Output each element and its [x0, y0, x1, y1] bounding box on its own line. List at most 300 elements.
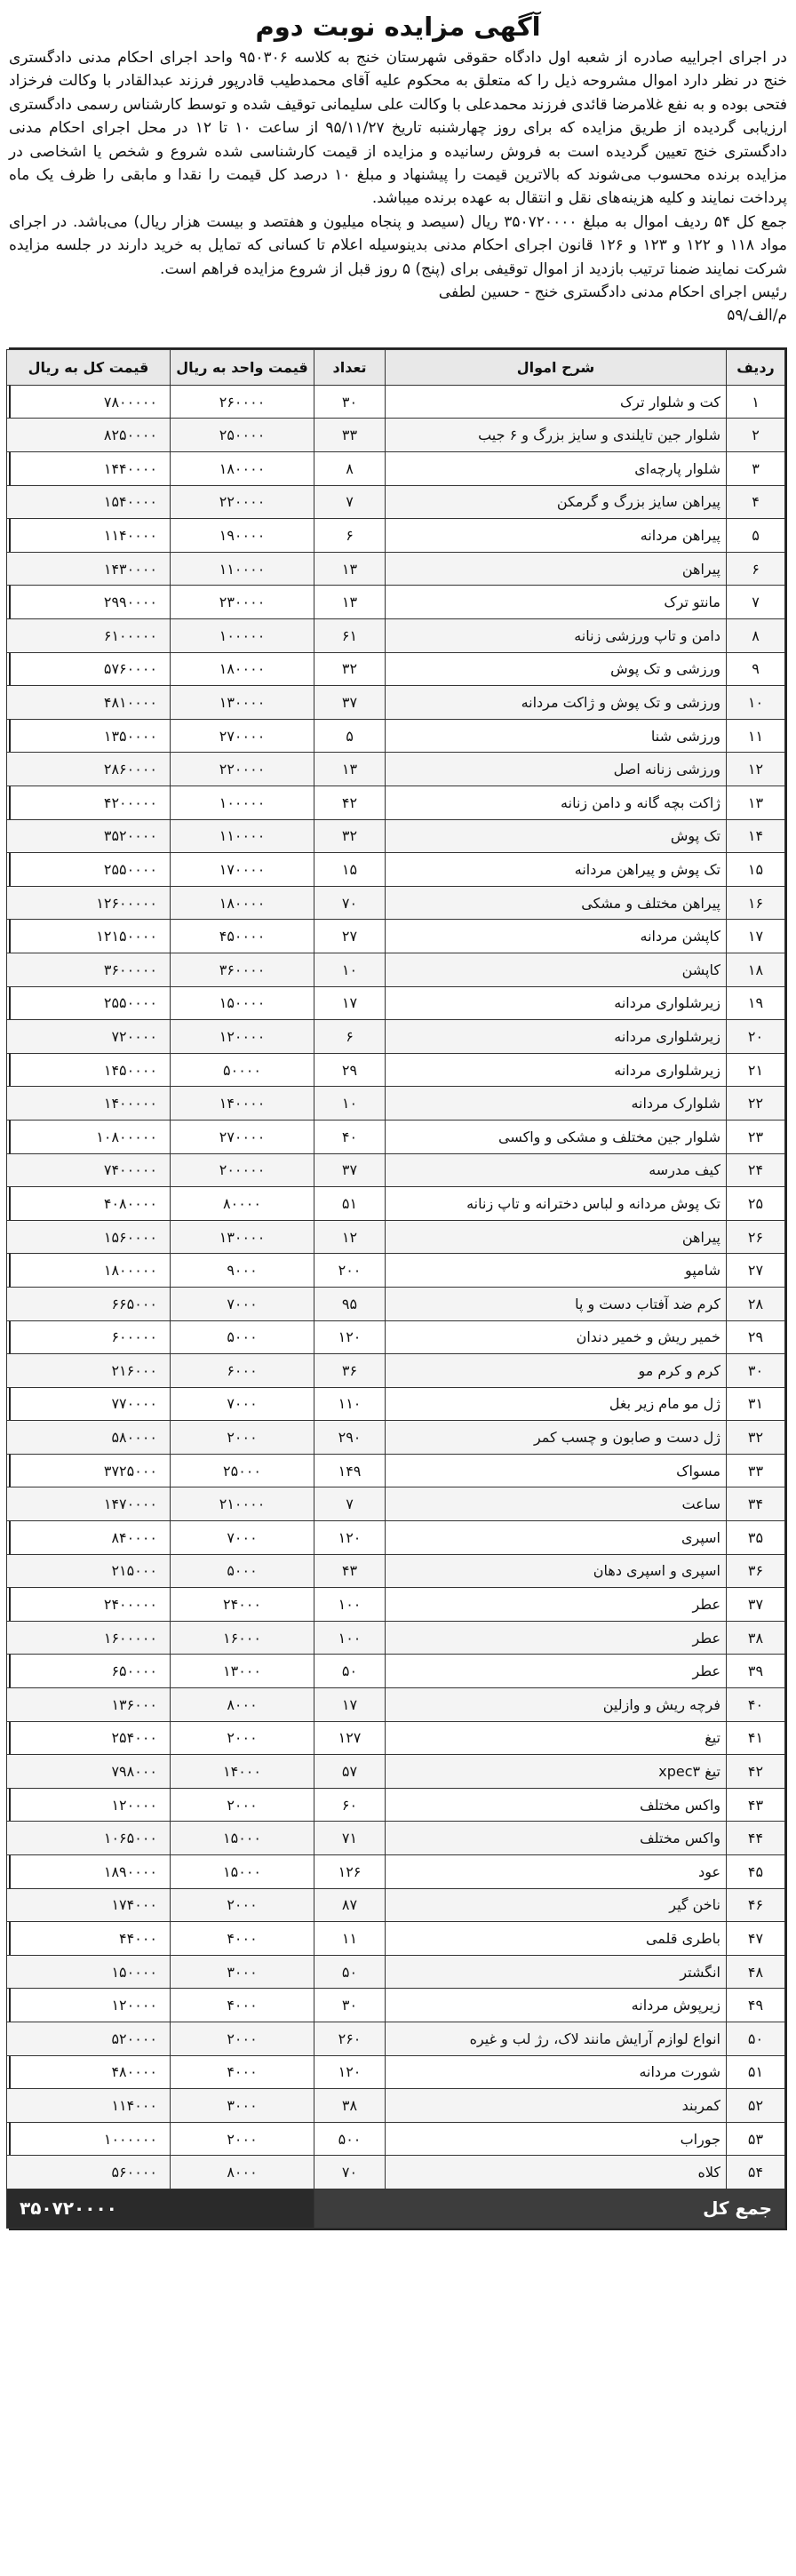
cell-description: خمیر ریش و خمیر دندان [386, 1320, 727, 1354]
cell-total-price: ۱۲۶۰۰۰۰۰ [7, 886, 171, 920]
table-row [7, 1888, 785, 1922]
cell-unit-price: ۲۶۰۰۰۰ [171, 385, 314, 419]
cell-quantity: ۲۷ [314, 920, 386, 953]
notice-body [9, 46, 787, 281]
cell-unit-price: ۲۵۰۰۰۰ [171, 419, 314, 452]
cell-unit-price: ۴۵۰۰۰۰ [171, 920, 314, 953]
table-row [7, 886, 785, 920]
cell-description: ژاکت بچه گانه و دامن زنانه [386, 786, 727, 820]
cell-unit-price: ۴۰۰۰ [171, 1922, 314, 1956]
cell-total-price: ۱۴۰۰۰۰۰ [7, 1087, 171, 1121]
cell-total-price: ۲۸۶۰۰۰۰ [7, 753, 171, 786]
cell-unit-price: ۲۰۰۰ [171, 1888, 314, 1922]
cell-description: زیرپوش مردانه [386, 1989, 727, 2022]
cell-quantity: ۱۲۰ [314, 1521, 386, 1555]
cell-total-price: ۸۲۵۰۰۰۰ [7, 419, 171, 452]
cell-unit-price: ۲۲۰۰۰۰ [171, 753, 314, 786]
cell-row-number: ۳۱ [727, 1387, 785, 1421]
table-row [7, 2122, 785, 2156]
cell-description: فرچه ریش و وازلین [386, 1688, 727, 1722]
cell-unit-price: ۱۳۰۰۰۰ [171, 686, 314, 720]
cell-total-price: ۶۱۰۰۰۰۰ [7, 619, 171, 653]
table-row [7, 2022, 785, 2055]
header-total-price: قیمت کل به ریال [7, 349, 171, 385]
cell-unit-price: ۱۰۰۰۰۰ [171, 786, 314, 820]
cell-unit-price: ۲۰۰۰ [171, 1421, 314, 1455]
cell-quantity: ۲۹ [314, 1053, 386, 1087]
table-row [7, 1421, 785, 1455]
cell-unit-price: ۵۰۰۰ [171, 1320, 314, 1354]
cell-row-number: ۴۳ [727, 1788, 785, 1822]
cell-unit-price: ۱۱۰۰۰۰ [171, 819, 314, 853]
table-row [7, 485, 785, 519]
cell-total-price: ۳۶۰۰۰۰۰ [7, 953, 171, 986]
cell-description: کلاه [386, 2156, 727, 2189]
table-row [7, 552, 785, 586]
cell-unit-price: ۴۰۰۰ [171, 1989, 314, 2022]
cell-quantity: ۷۱ [314, 1822, 386, 1855]
cell-quantity: ۷ [314, 485, 386, 519]
cell-description: مسواک [386, 1454, 727, 1487]
cell-quantity: ۸۷ [314, 1888, 386, 1922]
cell-unit-price: ۲۷۰۰۰۰ [171, 719, 314, 753]
cell-unit-price: ۸۰۰۰ [171, 1688, 314, 1722]
cell-total-price: ۷۹۸۰۰۰ [7, 1755, 171, 1789]
cell-row-number: ۱۸ [727, 953, 785, 986]
cell-row-number: ۳۹ [727, 1655, 785, 1688]
table-row [7, 819, 785, 853]
cell-row-number: ۲۶ [727, 1220, 785, 1254]
cell-description: کرم و کرم مو [386, 1354, 727, 1388]
cell-quantity: ۶۰ [314, 1788, 386, 1822]
cell-quantity: ۸ [314, 452, 386, 486]
cell-unit-price: ۳۰۰۰ [171, 2089, 314, 2123]
cell-total-price: ۲۱۵۰۰۰ [7, 1554, 171, 1588]
cell-unit-price: ۱۰۰۰۰۰ [171, 619, 314, 653]
cell-unit-price: ۸۰۰۰ [171, 2156, 314, 2189]
cell-unit-price: ۲۰۰۰۰۰ [171, 1153, 314, 1187]
table-row [7, 1822, 785, 1855]
cell-row-number: ۹ [727, 652, 785, 686]
cell-row-number: ۳۷ [727, 1588, 785, 1622]
table-row [7, 1320, 785, 1354]
cell-description: تک پوش و پیراهن مردانه [386, 853, 727, 887]
cell-row-number: ۴۷ [727, 1922, 785, 1956]
cell-row-number: ۲۵ [727, 1187, 785, 1221]
table-row [7, 1487, 785, 1521]
cell-quantity: ۲۹۰ [314, 1421, 386, 1455]
cell-unit-price: ۳۰۰۰ [171, 1955, 314, 1989]
notice-title: آگهی مزایده نوبت دوم [255, 12, 541, 42]
cell-unit-price: ۶۰۰۰ [171, 1354, 314, 1388]
cell-quantity: ۱۳ [314, 586, 386, 619]
cell-quantity: ۵۰ [314, 1955, 386, 1989]
table-row [7, 1788, 785, 1822]
cell-row-number: ۳۰ [727, 1354, 785, 1388]
cell-total-price: ۱۴۵۰۰۰۰ [7, 1053, 171, 1087]
cell-unit-price: ۱۳۰۰۰۰ [171, 1220, 314, 1254]
cell-quantity: ۵۷ [314, 1755, 386, 1789]
cell-description: زیرشلواری مردانه [386, 1020, 727, 1054]
cell-unit-price: ۱۲۰۰۰۰ [171, 1020, 314, 1054]
cell-description: عطر [386, 1655, 727, 1688]
cell-quantity: ۱۴۹ [314, 1454, 386, 1487]
cell-row-number: ۱۶ [727, 886, 785, 920]
cell-unit-price: ۹۰۰۰ [171, 1254, 314, 1288]
cell-row-number: ۱۵ [727, 853, 785, 887]
table-row [7, 452, 785, 486]
cell-unit-price: ۷۰۰۰ [171, 1387, 314, 1421]
cell-total-price: ۱۵۴۰۰۰۰ [7, 485, 171, 519]
cell-total-price: ۶۰۰۰۰۰ [7, 1320, 171, 1354]
cell-unit-price: ۴۰۰۰ [171, 2055, 314, 2089]
cell-row-number: ۴۸ [727, 1955, 785, 1989]
cell-unit-price: ۱۷۰۰۰۰ [171, 853, 314, 887]
table-row [7, 1454, 785, 1487]
cell-unit-price: ۱۵۰۰۰۰ [171, 986, 314, 1020]
cell-description: دامن و تاپ ورزشی زنانه [386, 619, 727, 653]
cell-description: واکس مختلف [386, 1788, 727, 1822]
table-row [7, 1989, 785, 2022]
table-row [7, 786, 785, 820]
cell-quantity: ۱۱ [314, 1922, 386, 1956]
cell-quantity: ۱۲ [314, 1220, 386, 1254]
cell-total-price: ۱۳۶۰۰۰ [7, 1688, 171, 1722]
cell-quantity: ۱۰ [314, 953, 386, 986]
assets-table-wrapper [9, 347, 787, 2230]
table-row [7, 2089, 785, 2123]
cell-total-price: ۱۰۶۵۰۰۰ [7, 1822, 171, 1855]
cell-quantity: ۳۲ [314, 819, 386, 853]
cell-row-number: ۱۴ [727, 819, 785, 853]
cell-description: شلوار پارچه‌ای [386, 452, 727, 486]
cell-description: اسپری و اسپری دهان [386, 1554, 727, 1588]
table-row [7, 1020, 785, 1054]
table-row [7, 719, 785, 753]
cell-row-number: ۲۱ [727, 1053, 785, 1087]
cell-description: پیراهن [386, 1220, 727, 1254]
cell-description: شلوار جین مختلف و مشکی و واکسی [386, 1120, 727, 1153]
cell-quantity: ۱۷ [314, 986, 386, 1020]
cell-row-number: ۴۰ [727, 1688, 785, 1722]
cell-description: ورزشی زنانه اصل [386, 753, 727, 786]
cell-total-price: ۵۲۰۰۰۰ [7, 2022, 171, 2055]
table-row [7, 753, 785, 786]
table-row [7, 1287, 785, 1320]
table-header-row [7, 349, 785, 385]
cell-quantity: ۴۳ [314, 1554, 386, 1588]
cell-row-number: ۳۲ [727, 1421, 785, 1455]
cell-description: شلوار جین تایلندی و سایز بزرگ و ۶ جیب [386, 419, 727, 452]
notice-signature: رئیس اجرای احکام مدنی دادگستری خنج - حسین لطفی [438, 283, 787, 302]
cell-quantity: ۳۷ [314, 686, 386, 720]
cell-row-number: ۳ [727, 452, 785, 486]
cell-total-price: ۱۷۴۰۰۰ [7, 1888, 171, 1922]
cell-row-number: ۷ [727, 586, 785, 619]
cell-unit-price: ۲۷۰۰۰۰ [171, 1120, 314, 1153]
cell-row-number: ۲۸ [727, 1287, 785, 1320]
cell-quantity: ۲۰۰ [314, 1254, 386, 1288]
table-row [7, 1120, 785, 1153]
cell-row-number: ۳۶ [727, 1554, 785, 1588]
cell-unit-price: ۲۲۰۰۰۰ [171, 485, 314, 519]
cell-quantity: ۹۵ [314, 1287, 386, 1320]
cell-row-number: ۲۷ [727, 1254, 785, 1288]
cell-total-price: ۱۴۴۰۰۰۰ [7, 452, 171, 486]
cell-total-price: ۱۸۰۰۰۰۰ [7, 1254, 171, 1288]
notice-paragraph-1: در اجرای اجراییه صادره از شعبه اول دادگاه حقوقی شهرستان خنج به کلاسه ۹۵۰۳۰۶ واحد اجرای احکام مدنی دادگستری خنج در نظر دارد اموال مشروحه ذیل را که متعلق به محکوم علیه آقای محمدطیب قادرپور فرزند عبدالقادر با وکالت فرخزاد فتحی بوده و به نفع غلامرضا قائدی فرزند محمدعلی با وکالت علی سلیمانی توقیف شده و توسط کارشناس رسمی دادگستری ارزیابی گردیده از طریق مزایده که برای روز چهارشنبه تاریخ ۹۵/۱۱/۲۷ از ساعت ۱۰ تا ۱۲ در محل اجرای احکام مدنی دادگستری خنج تعیین گردیده است به فروش رسانیده و مزایده از قیمت کارشناسی شده شروع و شخص یا اشخاصی در مزایده برنده محسوب می‌شوند که بالاترین قیمت را پیشنهاد و مبلغ ۱۰ درصد کل قیمت را نقدا و مابقی را ظرف یک ماه پرداخت نمایند و کلیه هزینه‌های نقل و انتقال به عهده برنده میباشد. [9, 49, 788, 208]
cell-description: باطری قلمی [386, 1922, 727, 1956]
table-row [7, 1220, 785, 1254]
cell-row-number: ۴۴ [727, 1822, 785, 1855]
cell-row-number: ۴۵ [727, 1855, 785, 1889]
cell-total-price: ۱۶۰۰۰۰۰ [7, 1621, 171, 1655]
cell-quantity: ۳۲ [314, 652, 386, 686]
cell-description: ژل مو مام زیر بغل [386, 1387, 727, 1421]
cell-row-number: ۴۲ [727, 1755, 785, 1789]
table-row [7, 1688, 785, 1722]
cell-unit-price: ۱۹۰۰۰۰ [171, 519, 314, 553]
cell-total-price: ۱۲۰۰۰۰ [7, 1989, 171, 2022]
table-row [7, 1855, 785, 1889]
table-row [7, 1922, 785, 1956]
cell-total-price: ۱۱۴۰۰۰ [7, 2089, 171, 2123]
cell-unit-price: ۱۳۰۰۰ [171, 1655, 314, 1688]
cell-total-price: ۱۱۴۰۰۰۰ [7, 519, 171, 553]
cell-description: کاپشن مردانه [386, 920, 727, 953]
cell-total-price: ۱۲۰۰۰۰ [7, 1788, 171, 1822]
cell-row-number: ۱۹ [727, 986, 785, 1020]
cell-total-price: ۲۱۶۰۰۰ [7, 1354, 171, 1388]
cell-quantity: ۴۲ [314, 786, 386, 820]
cell-row-number: ۱۰ [727, 686, 785, 720]
table-row [7, 385, 785, 419]
cell-description: پیراهن سایز بزرگ و گرمکن [386, 485, 727, 519]
cell-row-number: ۴۶ [727, 1888, 785, 1922]
cell-quantity: ۳۷ [314, 1153, 386, 1187]
cell-unit-price: ۷۰۰۰ [171, 1287, 314, 1320]
cell-total-price: ۲۹۹۰۰۰۰ [7, 586, 171, 619]
cell-description: انواع لوازم آرایش مانند لاک، رژ لب و غیره [386, 2022, 727, 2055]
cell-quantity: ۵۰ [314, 1655, 386, 1688]
cell-row-number: ۵۴ [727, 2156, 785, 2189]
cell-row-number: ۱ [727, 385, 785, 419]
cell-row-number: ۵۰ [727, 2022, 785, 2055]
table-row [7, 1053, 785, 1087]
cell-unit-price: ۲۱۰۰۰۰ [171, 1487, 314, 1521]
table-row [7, 586, 785, 619]
cell-quantity: ۵۰۰ [314, 2122, 386, 2156]
cell-description: ورزشی شنا [386, 719, 727, 753]
table-row [7, 619, 785, 653]
cell-row-number: ۲۲ [727, 1087, 785, 1121]
table-row [7, 1955, 785, 1989]
cell-total-price: ۷۴۰۰۰۰۰ [7, 1153, 171, 1187]
cell-quantity: ۵ [314, 719, 386, 753]
cell-quantity: ۷۰ [314, 886, 386, 920]
cell-total-price: ۴۰۸۰۰۰۰ [7, 1187, 171, 1221]
table-row [7, 853, 785, 887]
cell-description: ورزشی و تک پوش [386, 652, 727, 686]
cell-description: ناخن گیر [386, 1888, 727, 1922]
notice-paragraph-2: جمع کل ۵۴ ردیف اموال به مبلغ ۳۵۰۷۲۰۰۰۰ ریال (سیصد و پنجاه میلیون و هفتصد و بیست هزار ریال) می‌باشد. در اجرای مواد ۱۱۸ و ۱۲۲ و ۱۲۳ و ۱۲۶ قانون اجرای احکام مدنی بدینوسیله اعلام تا کسانی که تمایل به خرید دارند در جلسه مزایده شرکت نمایند ضمنا ترتیب بازدید از اموال توقیفی برای (پنج) ۵ روز قبل از شروع مزایده فراهم است. [9, 212, 787, 278]
cell-unit-price: ۳۶۰۰۰۰ [171, 953, 314, 986]
cell-total-price: ۲۵۴۰۰۰ [7, 1721, 171, 1755]
cell-description: شلوارک مردانه [386, 1087, 727, 1121]
table-row [7, 1187, 785, 1221]
cell-total-price: ۶۶۵۰۰۰ [7, 1287, 171, 1320]
cell-quantity: ۱۳ [314, 753, 386, 786]
cell-quantity: ۱۲۶ [314, 1855, 386, 1889]
cell-quantity: ۱۰۰ [314, 1621, 386, 1655]
cell-description: واکس مختلف [386, 1822, 727, 1855]
cell-quantity: ۱۱۰ [314, 1387, 386, 1421]
cell-unit-price: ۲۴۰۰۰ [171, 1588, 314, 1622]
cell-row-number: ۳۴ [727, 1487, 785, 1521]
cell-quantity: ۱۰ [314, 1087, 386, 1121]
total-row [7, 2189, 785, 2228]
cell-description: ورزشی و تک پوش و ژاکت مردانه [386, 686, 727, 720]
cell-unit-price: ۱۶۰۰۰ [171, 1621, 314, 1655]
cell-total-price: ۱۸۹۰۰۰۰ [7, 1855, 171, 1889]
cell-quantity: ۳۰ [314, 385, 386, 419]
cell-unit-price: ۷۰۰۰ [171, 1521, 314, 1555]
cell-quantity: ۶ [314, 519, 386, 553]
cell-description: شورت مردانه [386, 2055, 727, 2089]
cell-description: پیراهن [386, 552, 727, 586]
table-row [7, 1254, 785, 1288]
table-row [7, 920, 785, 953]
cell-total-price: ۱۰۰۰۰۰۰ [7, 2122, 171, 2156]
cell-description: کاپشن [386, 953, 727, 986]
cell-row-number: ۱۱ [727, 719, 785, 753]
cell-total-price: ۵۶۰۰۰۰ [7, 2156, 171, 2189]
cell-description: عطر [386, 1588, 727, 1622]
cell-description: کت و شلوار ترک [386, 385, 727, 419]
cell-total-price: ۲۵۵۰۰۰۰ [7, 986, 171, 1020]
cell-total-price: ۴۴۰۰۰ [7, 1922, 171, 1956]
cell-total-price: ۴۲۰۰۰۰۰ [7, 786, 171, 820]
cell-total-price: ۵۷۶۰۰۰۰ [7, 652, 171, 686]
cell-row-number: ۴۹ [727, 1989, 785, 2022]
cell-description: جوراب [386, 2122, 727, 2156]
cell-description: شامپو [386, 1254, 727, 1288]
cell-quantity: ۳۸ [314, 2089, 386, 2123]
header-description: شرح اموال [386, 349, 727, 385]
cell-total-price: ۸۴۰۰۰۰ [7, 1521, 171, 1555]
cell-total-price: ۱۵۰۰۰۰ [7, 1955, 171, 1989]
total-label: جمع کل [314, 2189, 785, 2228]
cell-quantity: ۱۰۰ [314, 1588, 386, 1622]
cell-description: کرم ضد آفتاب دست و پا [386, 1287, 727, 1320]
cell-row-number: ۲ [727, 419, 785, 452]
cell-description: مانتو ترک [386, 586, 727, 619]
cell-row-number: ۳۳ [727, 1454, 785, 1487]
table-row [7, 2156, 785, 2189]
cell-quantity: ۶۱ [314, 619, 386, 653]
cell-unit-price: ۲۰۰۰ [171, 2122, 314, 2156]
cell-quantity: ۷ [314, 1487, 386, 1521]
cell-total-price: ۱۵۶۰۰۰۰ [7, 1220, 171, 1254]
cell-total-price: ۳۵۲۰۰۰۰ [7, 819, 171, 853]
cell-quantity: ۱۲۰ [314, 2055, 386, 2089]
total-value: ۳۵۰۷۲۰۰۰۰ [7, 2189, 314, 2228]
cell-quantity: ۳۳ [314, 419, 386, 452]
cell-row-number: ۲۹ [727, 1320, 785, 1354]
cell-total-price: ۷۷۰۰۰۰ [7, 1387, 171, 1421]
cell-row-number: ۸ [727, 619, 785, 653]
cell-row-number: ۲۴ [727, 1153, 785, 1187]
cell-description: ژل دست و صابون و چسب کمر [386, 1421, 727, 1455]
header-row-number: ردیف [727, 349, 785, 385]
cell-unit-price: ۲۰۰۰ [171, 2022, 314, 2055]
cell-unit-price: ۱۵۰۰۰ [171, 1822, 314, 1855]
cell-row-number: ۲۳ [727, 1120, 785, 1153]
cell-unit-price: ۱۵۰۰۰ [171, 1855, 314, 1889]
cell-quantity: ۱۲۷ [314, 1721, 386, 1755]
cell-total-price: ۱۲۱۵۰۰۰۰ [7, 920, 171, 953]
assets-table [6, 349, 785, 2229]
cell-quantity: ۳۶ [314, 1354, 386, 1388]
cell-row-number: ۲۰ [727, 1020, 785, 1054]
cell-row-number: ۵ [727, 519, 785, 553]
cell-total-price: ۷۸۰۰۰۰۰ [7, 385, 171, 419]
cell-description: اسپری [386, 1521, 727, 1555]
cell-description: کیف مدرسه [386, 1153, 727, 1187]
cell-row-number: ۵۱ [727, 2055, 785, 2089]
cell-quantity: ۳۰ [314, 1989, 386, 2022]
cell-unit-price: ۱۴۰۰۰۰ [171, 1087, 314, 1121]
cell-unit-price: ۲۵۰۰۰ [171, 1454, 314, 1487]
table-row [7, 986, 785, 1020]
table-row [7, 419, 785, 452]
table-row [7, 953, 785, 986]
cell-row-number: ۱۳ [727, 786, 785, 820]
table-row [7, 1387, 785, 1421]
table-row [7, 519, 785, 553]
cell-total-price: ۶۵۰۰۰۰ [7, 1655, 171, 1688]
cell-description: انگشتر [386, 1955, 727, 1989]
cell-description: زیرشلواری مردانه [386, 986, 727, 1020]
cell-total-price: ۱۴۷۰۰۰۰ [7, 1487, 171, 1521]
cell-unit-price: ۱۸۰۰۰۰ [171, 886, 314, 920]
cell-total-price: ۱۳۵۰۰۰۰ [7, 719, 171, 753]
cell-unit-price: ۵۰۰۰۰ [171, 1053, 314, 1087]
table-row [7, 1153, 785, 1187]
cell-row-number: ۵۳ [727, 2122, 785, 2156]
table-row [7, 2055, 785, 2089]
table-row [7, 1588, 785, 1622]
table-row [7, 1354, 785, 1388]
cell-total-price: ۴۸۱۰۰۰۰ [7, 686, 171, 720]
cell-total-price: ۵۸۰۰۰۰ [7, 1421, 171, 1455]
cell-description: پیراهن مختلف و مشکی [386, 886, 727, 920]
cell-description: تیغ [386, 1721, 727, 1755]
cell-unit-price: ۱۴۰۰۰ [171, 1755, 314, 1789]
table-row [7, 686, 785, 720]
cell-quantity: ۷۰ [314, 2156, 386, 2189]
cell-quantity: ۵۱ [314, 1187, 386, 1221]
notice-reference: م/الف/۵۹ [727, 307, 787, 325]
cell-quantity: ۶ [314, 1020, 386, 1054]
cell-total-price: ۳۷۲۵۰۰۰ [7, 1454, 171, 1487]
cell-unit-price: ۲۰۰۰ [171, 1721, 314, 1755]
cell-unit-price: ۲۰۰۰ [171, 1788, 314, 1822]
cell-row-number: ۱۲ [727, 753, 785, 786]
cell-quantity: ۲۶۰ [314, 2022, 386, 2055]
cell-unit-price: ۲۳۰۰۰۰ [171, 586, 314, 619]
cell-quantity: ۱۷ [314, 1688, 386, 1722]
